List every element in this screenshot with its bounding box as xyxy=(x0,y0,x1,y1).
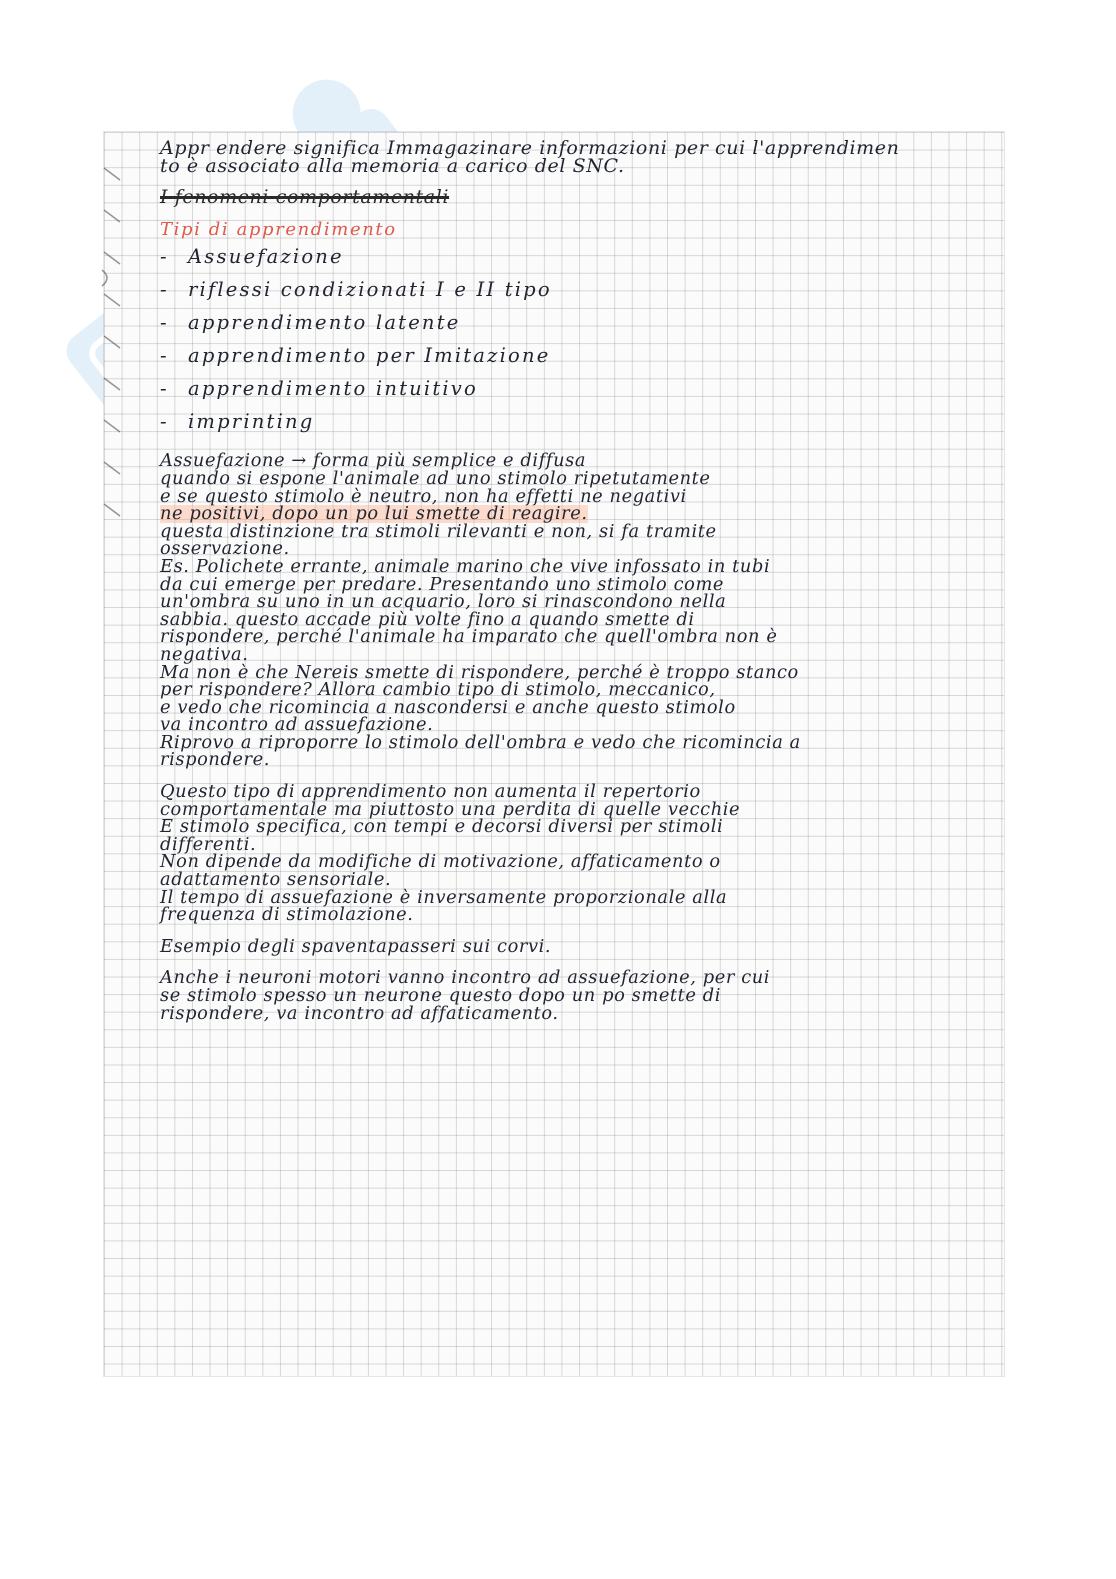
text-line: osservazione. xyxy=(160,538,290,560)
intro-line: Appr endere significa Immagazinare informazioni per cui l'apprendimen xyxy=(160,137,900,159)
example-line: Esempio degli spaventapasseri sui corvi. xyxy=(160,935,552,957)
list-item: - apprendimento per Imitazione xyxy=(160,344,551,368)
text-line: Anche i neuroni motori vanno incontro ad assuefazione, per cui xyxy=(160,967,771,989)
list-item: - riflessi condizionati I e II tipo xyxy=(160,278,552,302)
paragraph-assuefazione xyxy=(160,452,970,769)
types-list xyxy=(160,240,970,438)
text-line: rispondere, va incontro ad affaticamento. xyxy=(160,1002,559,1024)
text-line: e se questo stimolo è neutro, non ha effetti ne negativi xyxy=(160,485,687,507)
paragraph-neurons xyxy=(160,969,970,1022)
text-line: E stimolo specifica, con tempi e decorsi diversi per stimoli xyxy=(160,816,724,838)
struck-heading: I fenomeni comportamentali xyxy=(160,186,450,209)
text-line: Assuefazione → forma più semplice e diffusa xyxy=(160,450,587,472)
types-heading: Tipi di apprendimento xyxy=(160,218,397,240)
text-line: adattamento sensoriale. xyxy=(160,869,392,891)
list-item: - apprendimento intuitivo xyxy=(160,377,478,401)
text-line: Il tempo di assuefazione è inversamente proporzionale alla xyxy=(160,886,728,908)
text-line: da cui emerge per predare. Presentando uno stimolo come xyxy=(160,573,725,595)
handwritten-notes xyxy=(160,137,970,1024)
list-item: - imprinting xyxy=(160,410,315,434)
text-line: Riprovo a riproporre lo stimolo dell'ombra e vedo che ricomincia a xyxy=(160,731,801,753)
intro-line: to è associato alla memoria a carico del SNC. xyxy=(160,154,625,177)
text-line: negativa. xyxy=(160,643,249,665)
text-line: sabbia. questo accade più volte fino a quando smette di xyxy=(160,608,695,630)
text-line: quando si espone l'animale ad uno stimolo ripetutamente xyxy=(160,467,711,489)
text-line: e vedo che ricomincia a nascondersi e anche questo stimolo xyxy=(160,696,736,718)
text-line: Es. Polichete errante, animale marino che vive infossato in tubi xyxy=(160,555,771,577)
text-line: Questo tipo di apprendimento non aumenta il repertorio xyxy=(160,781,701,803)
text-line: per rispondere? Allora cambio tipo di stimolo, meccanico, xyxy=(160,679,716,701)
list-item: - Assuefazione xyxy=(160,245,344,269)
text-line: un'ombra su uno in un acquario, loro si rinascondono nella xyxy=(160,591,727,613)
text-line: comportamentale ma piuttosto una perdita di quelle vecchie xyxy=(160,798,741,820)
text-line: Ma non è che Nereis smette di rispondere, perché è troppo stanco xyxy=(160,661,799,683)
text-line: ne positivi, dopo un po lui smette di reagire. xyxy=(160,503,588,525)
text-line: rispondere, perché l'animale ha imparato che quell'ombra non è xyxy=(160,626,778,648)
text-line: differenti. xyxy=(160,833,257,855)
text-line: se stimolo spesso un neurone questo dopo un po smette di xyxy=(160,985,722,1006)
paragraph-properties xyxy=(160,783,970,924)
list-item: - apprendimento latente xyxy=(160,311,461,335)
text-line: va incontro ad assuefazione. xyxy=(160,714,434,736)
text-line: frequenza di stimolazione. xyxy=(160,904,414,926)
text-line: questa distinzione tra stimoli rilevanti e non, si fa tramite xyxy=(160,520,717,542)
text-line: rispondere. xyxy=(160,749,271,771)
text-line: Non dipende da modifiche di motivazione, affaticamento o xyxy=(160,851,721,873)
